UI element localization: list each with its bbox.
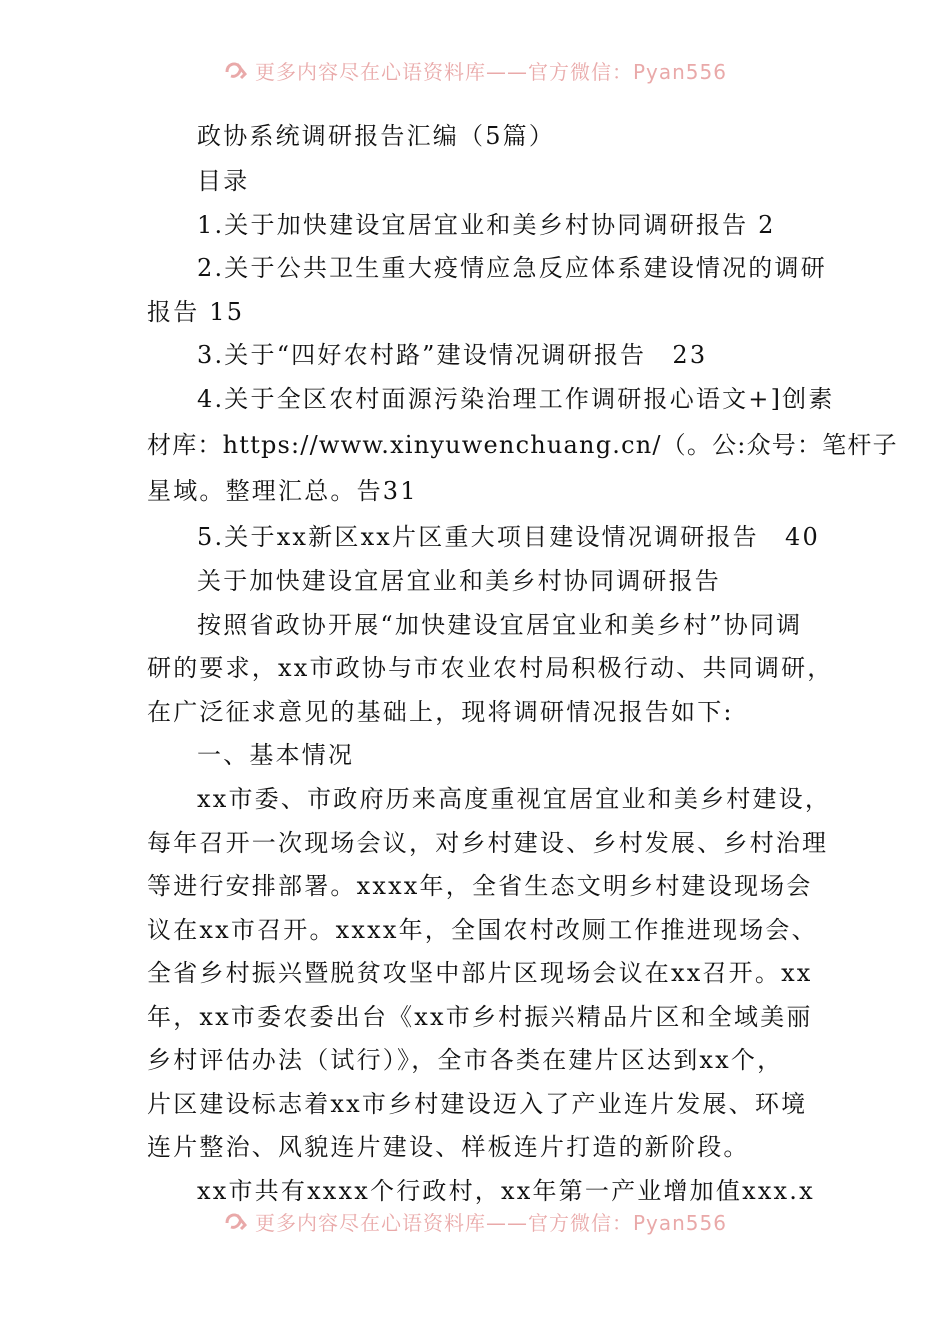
paragraph-2-line-9: 连片整治、风貌连片建设、样板连片打造的新阶段。 [147, 1133, 750, 1161]
brand-logo-icon [223, 58, 249, 82]
paragraph-2-line-6: 年，xx市委农委出台《xx市乡村振兴精品片区和全域美丽 [147, 1003, 813, 1031]
document-title: 政协系统调研报告汇编（5篇） [197, 122, 556, 150]
paragraph-2-line-7: 乡村评估办法（试行）》，全市各类在建片区达到xx个， [147, 1046, 784, 1074]
toc-item-2-cont: 报告 15 [147, 298, 245, 326]
toc-item-4-cont: 材库：https://www.xinyuwenchuang.cn/（。公:众号：笔杆子 [147, 431, 898, 459]
brand-logo-icon [223, 1209, 249, 1233]
toc-item-2: 2.关于公共卫生重大疫情应急反应体系建设情况的调研 [197, 254, 827, 282]
toc-item-4-end: 星域。整理汇总。告31 [147, 477, 418, 505]
toc-item-4: 4.关于全区农村面源污染治理工作调研报心语文+]创素 [197, 385, 835, 413]
paragraph-2-line-5: 全省乡村振兴暨脱贫攻坚中部片区现场会议在xx召开。xx [147, 959, 813, 987]
paragraph-2-line-4: 议在xx市召开。xxxx年，全国农村改厕工作推进现场会、 [147, 916, 818, 944]
paragraph-2-line-1: xx市委、市政府历来高度重视宜居宜业和美乡村建设， [197, 785, 832, 813]
watermark-text: 更多内容尽在心语资料库——官方微信：Pyan556 [254, 1210, 727, 1235]
toc-heading: 目录 [197, 167, 250, 195]
watermark-text: 更多内容尽在心语资料库——官方微信：Pyan556 [254, 59, 727, 84]
watermark-top [0, 52, 950, 88]
paragraph-2-line-8: 片区建设标志着xx市乡村建设迈入了产业连片发展、环境 [147, 1090, 808, 1118]
section-heading-1: 一、基本情况 [197, 741, 355, 769]
toc-item-1: 1.关于加快建设宜居宜业和美乡村协同调研报告 2 [197, 211, 776, 239]
paragraph-1-line-3: 在广泛征求意见的基础上，现将调研情况报告如下: [147, 698, 734, 726]
paragraph-1-line-1: 按照省政协开展“加快建设宜居宜业和美乡村”协同调 [197, 611, 803, 639]
toc-item-3: 3.关于“四好农村路”建设情况调研报告 23 [197, 341, 708, 369]
toc-item-5: 5.关于xx新区xx片区重大项目建设情况调研报告 40 [197, 523, 820, 551]
paragraph-1-line-2: 研的要求，xx市政协与市农业农村局积极行动、共同调研， [147, 654, 834, 682]
paragraph-2-line-3: 等进行安排部署。xxxx年，全省生态文明乡村建设现场会 [147, 872, 813, 900]
article-title: 关于加快建设宜居宜业和美乡村协同调研报告 [197, 567, 721, 595]
paragraph-3-line-1: xx市共有xxxx个行政村，xx年第一产业增加值xxx.x [197, 1177, 815, 1205]
paragraph-2-line-2: 每年召开一次现场会议，对乡村建设、乡村发展、乡村治理 [147, 829, 829, 857]
watermark-bottom [0, 1203, 950, 1239]
